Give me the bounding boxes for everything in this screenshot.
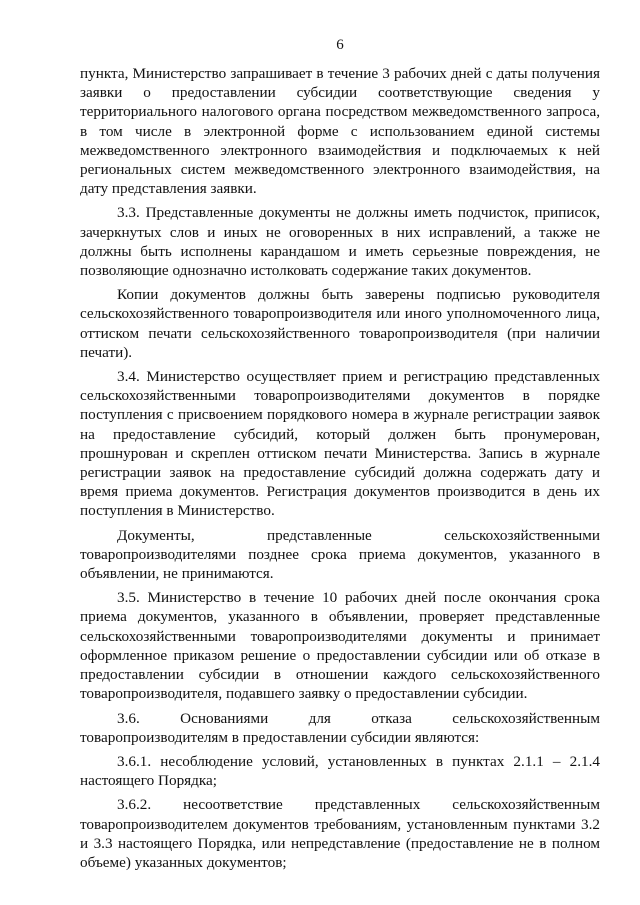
paragraph-3-3: 3.3. Представленные документы не должны иметь подчисток, приписок, зачеркнутых слов и иных не оговоренных в них исправлений, а также не должны быть исполнены карандашом и иметь серьезные повреждения, не позволяющие однозначно истолковать содержание таких документов. — [80, 204, 600, 280]
paragraph-3-5: 3.5. Министерство в течение 10 рабочих дней после окончания срока приема документов, указанного в объявлении, проверяет представленные сельскохозяйственными товаропроизводителями документы и принимает оформленное приказом решение о предоставлении субсидии или об отказе в предоставлении субсидии в отношении каждого сельскохозяйственного товаропроизводителя, подавшего заявку о предоставлении субсидии. — [80, 589, 600, 703]
paragraph-continuation: пункта, Министерство запрашивает в течение 3 рабочих дней с даты получения заявки о предоставлении субсидии соответствующие сведения у территориального налогового органа посредством межведомственного запроса, в том числе в электронной форме с использованием единой системы межведомственного электронного взаимодействия и подключаемых к ней региональных систем межведомственного электронного взаимодействия, на дату представления заявки. — [80, 65, 600, 198]
page-number: 6 — [336, 37, 344, 53]
paragraph-3-6-2: 3.6.2. несоответствие представленных сельскохозяйственным товаропроизводителем документов требованиям, установленным пунктами 3.2 и 3.3 настоящего Порядка, или непредставление (предоставление не в полном объеме) указанных документов; — [80, 796, 600, 871]
paragraph-3-6-1: 3.6.1. несоблюдение условий, установленных в пунктах 2.1.1 – 2.1.4 настоящего Порядка; — [80, 752, 600, 790]
paragraph-late-documents: Документы, представленные сельскохозяйственными товаропроизводителями позднее срока приема документов, указанного в объявлении, не принимаются. — [80, 526, 600, 583]
paragraph-copies: Копии документов должны быть заверены подписью руководителя сельскохозяйственного товаропроизводителя или иного уполномоченного лица, оттиском печати сельскохозяйственного товаропроизводителя (при наличии печати). — [80, 286, 600, 361]
paragraph-3-4: 3.4. Министерство осуществляет прием и регистрацию представленных сельскохозяйственными товаропроизводителями документов в порядке поступления с присвоением порядкового номера в журнале регистрации заявок на предоставление субсидий, который должен быть пронумерован, прошнурован и скреплен оттиском печати Министерства. Запись в журнале регистрации заявок на предоставление субсидий должна содержать дату и время приема документов. Регистрация документов производится в день их поступления в Министерство. — [80, 368, 600, 520]
paragraph-3-6: 3.6. Основаниями для отказа сельскохозяйственным товаропроизводителям в предоставлении субсидии являются: — [80, 709, 600, 746]
document-page — [80, 36, 600, 877]
